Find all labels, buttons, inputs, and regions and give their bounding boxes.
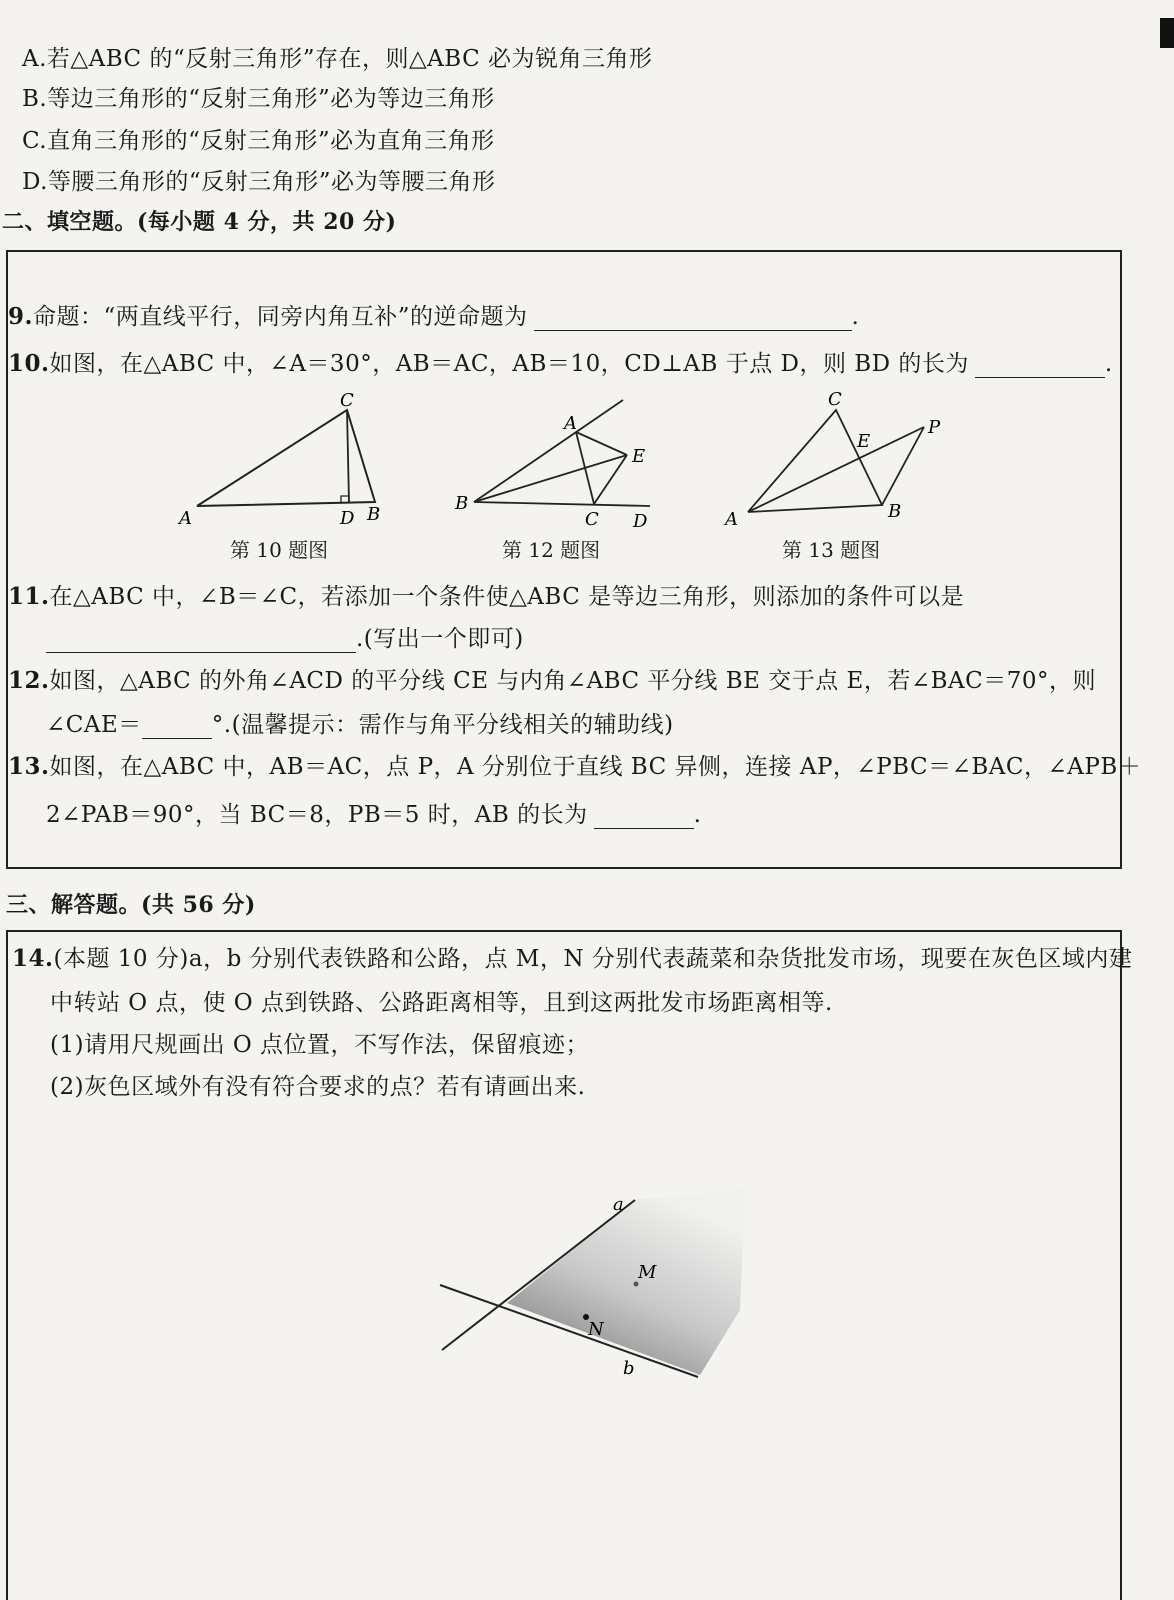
question-11-line-1 [8,578,964,611]
section2-heading: 二、填空题。(每小题 4 分，共 20 分) [2,209,397,235]
question-10 [8,345,1113,378]
option-d: D.等腰三角形的“反射三角形”必为等腰三角形 [22,169,496,195]
question-14-line-1 [12,940,1132,973]
question-11-number: 11. [8,583,50,610]
option-c: C.直角三角形的“反射三角形”必为直角三角形 [22,128,495,154]
answer-blank-12[interactable] [142,718,212,739]
fig12-label-a: A [564,413,577,434]
question-12-number: 12. [8,667,50,694]
fig13-caption: 第 13 题图 [782,538,881,562]
question-12-line-2 [46,706,674,739]
figure-14 [430,1180,760,1420]
answer-blank-13[interactable] [594,808,694,829]
question-13-text-2: 2∠PAB＝90°，当 BC＝8，PB＝5 时，AB 的长为 [46,802,588,828]
fig12-label-b: B [455,493,469,514]
question-10-number: 10. [8,350,50,377]
fig13-label-p: P [928,417,941,438]
question-9 [8,298,859,331]
question-13-end: . [693,802,702,828]
question-14-part-1: (1)请用尺规画出 O 点位置，不写作法，保留痕迹； [50,1032,590,1058]
fig12-label-d: D [633,511,648,532]
question-13-line-2 [46,796,701,829]
fig13-label-c: C [828,389,842,410]
question-14-line-2: 中转站 O 点，使 O 点到铁路、公路距离相等，且到这两批发市场距离相等. [50,990,833,1016]
corner-mark [1160,18,1174,48]
fig12-label-e: E [632,446,646,467]
question-11-note: .(写出一个即可) [356,626,524,652]
fig13-label-e: E [857,431,871,452]
fig10-label-d: D [340,508,355,529]
fig10-caption: 第 10 题图 [230,538,329,562]
answer-blank-10[interactable] [975,357,1105,378]
fig14-label-m: M [638,1262,657,1283]
question-10-end: . [1104,351,1113,377]
question-13-line-1 [8,748,1141,781]
section3-heading: 三、解答题。(共 56 分) [6,892,256,918]
fig12-label-c: C [585,509,599,530]
question-10-text: 如图，在△ABC 中，∠A＝30°，AB＝AC，AB＝10，CD⊥AB 于点 D，则 BD 的长为 [49,351,969,377]
fig14-label-n: N [588,1319,604,1340]
fig12-caption: 第 12 题图 [502,538,601,562]
fig10-label-c: C [340,390,354,411]
fig14-label-b: b [623,1358,635,1379]
option-a: A.若△ABC 的“反射三角形”存在，则△ABC 必为锐角三角形 [22,46,653,72]
answer-blank-9[interactable] [534,310,852,331]
question-12-angle: ∠CAE＝ [46,712,142,738]
question-12-line-1 [8,662,1096,695]
question-9-text: 命题：“两直线平行，同旁内角互补”的逆命题为 [33,304,528,330]
question-11-line-2 [46,620,524,653]
fig10-label-a: A [179,508,192,529]
question-14-number: 14. [12,945,54,972]
fig10-label-b: B [367,504,381,525]
figure-10 [175,390,400,535]
question-12-hint: °.(温馨提示：需作与角平分线相关的辅助线) [211,712,674,738]
option-b: B.等边三角形的“反射三角形”必为等边三角形 [22,86,495,112]
question-9-end: . [851,304,860,330]
answer-blank-11[interactable] [46,632,356,653]
fig13-label-a: A [725,509,738,530]
question-13-number: 13. [8,753,50,780]
figure-13 [720,385,955,530]
figure-12 [450,395,665,535]
question-14-part-2: (2)灰色区域外有没有符合要求的点？若有请画出来. [50,1074,586,1100]
question-13-text: 如图，在△ABC 中，AB＝AC，点 P，A 分别位于直线 BC 异侧，连接 AP，∠PBC＝∠BAC，∠APB＋ [49,754,1142,780]
fig13-label-b: B [888,501,902,522]
question-9-number: 9. [8,303,34,330]
question-12-text: 如图，△ABC 的外角∠ACD 的平分线 CE 与内角∠ABC 平分线 BE 交于点 E，若∠BAC＝70°，则 [49,668,1096,694]
question-11-text: 在△ABC 中，∠B＝∠C，若添加一个条件使△ABC 是等边三角形，则添加的条件可以是 [49,584,965,610]
question-14-text: (本题 10 分)a，b 分别代表铁路和公路，点 M，N 分别代表蔬菜和杂货批发市场，现要在灰色区域内建 [53,946,1133,972]
fig14-label-a: a [613,1194,624,1215]
